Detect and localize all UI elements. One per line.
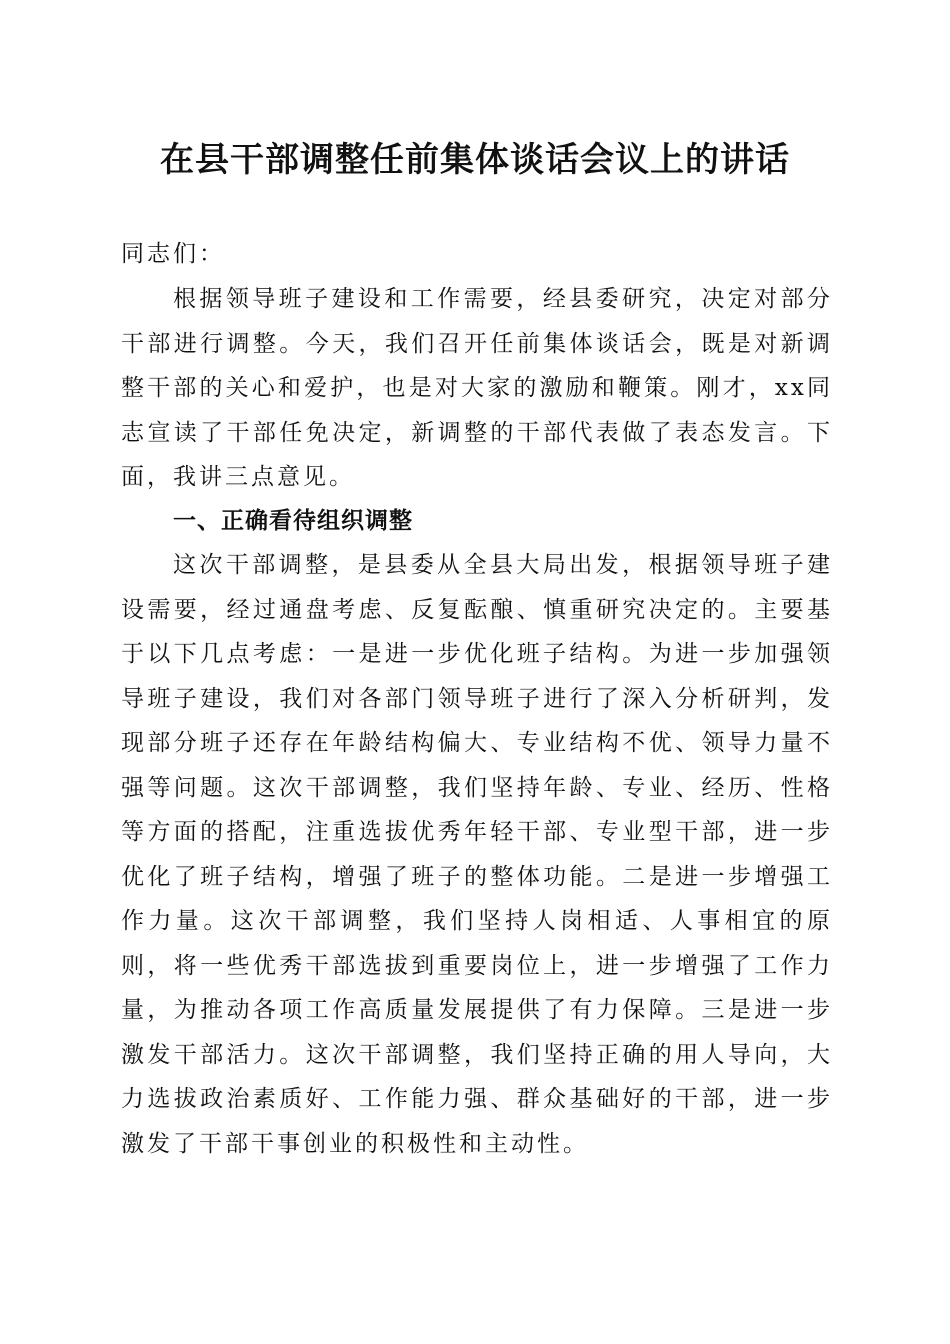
paragraph-section-1: 这次干部调整，是县委从全县大局出发，根据领导班子建设需要，经过通盘考虑、反复酝酿、慎重研究决定的。主要基于以下几点考虑：一是进一步优化班子结构。为进一步加强领导班子建设，我们对各部门领导班子进行了深入分析研判，发现部分班子还存在年龄结构偏大、专业结构不优、领导力量不强等问题。这次干部调整，我们坚持年龄、专业、经历、性格等方面的搭配，注重选拔优秀年轻干部、专业型干部，进一步优化了班子结构，增强了班子的整体功能。二是进一步增强工作力量。这次干部调整，我们坚持人岗相适、人事相宜的原则，将一些优秀干部选拔到重要岗位上，进一步增强了工作力量，为推动各项工作高质量发展提供了有力保障。三是进一步激发干部活力。这次干部调整，我们坚持正确的用人导向，大力选拔政治素质好、工作能力强、群众基础好的干部，进一步激发了干部干事创业的积极性和主动性。 [121, 552, 833, 1157]
salutation: 同志们： [121, 241, 225, 267]
document-title: 在县干部调整任前集体谈话会议上的讲话 [160, 140, 790, 180]
section-heading-1: 一、正确看待组织调整 [173, 508, 413, 534]
paragraph-intro: 根据领导班子建设和工作需要，经县委研究，决定对部分干部进行调整。今天，我们召开任前集体谈话会，既是对新调整干部的关心和爱护，也是对大家的激励和鞭策。刚才，xx同志宣读了干部任免决定，新调整的干部代表做了表态发言。下面，我讲三点意见。 [121, 286, 833, 490]
